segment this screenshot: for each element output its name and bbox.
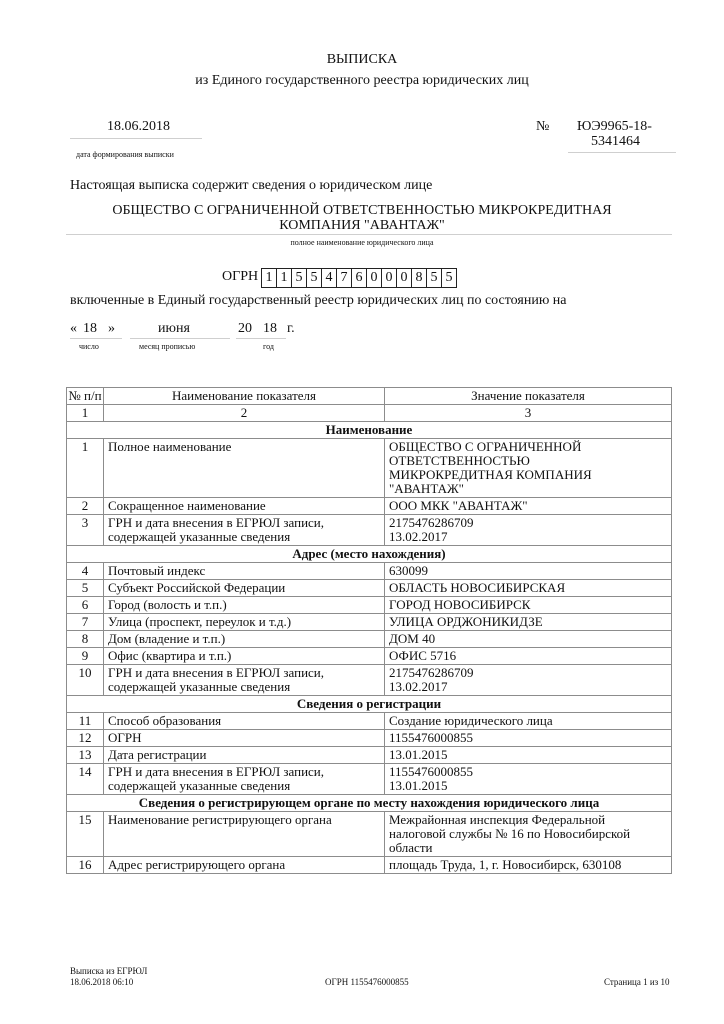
ogrn-digit: 6 — [351, 268, 367, 288]
table-index-row — [67, 405, 672, 422]
row-number: 16 — [67, 857, 104, 874]
extract-number-line2: 5341464 — [591, 134, 640, 149]
row-number: 10 — [67, 665, 104, 696]
indicator-line: Улица (проспект, переулок и т.д.) — [108, 614, 292, 629]
value-line: 2175476286709 — [389, 665, 474, 680]
table-row — [67, 857, 672, 874]
row-indicator — [104, 713, 385, 730]
company-name-caption: полное наименование юридического лица — [290, 238, 434, 247]
table-row — [67, 730, 672, 747]
value-line: ДОМ 40 — [389, 631, 436, 646]
indicator-line: ОГРН — [108, 730, 142, 745]
date-day-caption: число — [79, 342, 99, 351]
value-line: 13.02.2017 — [389, 679, 448, 694]
ogrn-digit: 0 — [396, 268, 412, 288]
row-indicator — [104, 563, 385, 580]
row-number: 7 — [67, 614, 104, 631]
row-value — [385, 747, 672, 764]
indicator-line: Сокращенное наименование — [108, 498, 266, 513]
row-indicator — [104, 439, 385, 498]
row-value — [385, 648, 672, 665]
indicator-line: содержащей указанные сведения — [108, 778, 291, 793]
section-row — [67, 422, 672, 439]
header-value: Значение показателя — [385, 388, 672, 405]
table-row — [67, 747, 672, 764]
ogrn-digit: 5 — [426, 268, 442, 288]
value-line: Создание юридического лица — [389, 713, 553, 728]
row-indicator — [104, 614, 385, 631]
section-title: Сведения о регистрирующем органе по месту нахождения юридического лица — [67, 795, 672, 812]
row-indicator — [104, 515, 385, 546]
extract-date: 18.06.2018 — [107, 119, 170, 134]
row-number: 4 — [67, 563, 104, 580]
row-value — [385, 730, 672, 747]
number-sign: № — [536, 119, 550, 134]
indicator-line: ГРН и дата внесения в ЕГРЮЛ записи, — [108, 764, 325, 779]
included-text: включенные в Единый государственный реестр юридических лиц по состоянию на — [70, 293, 567, 308]
ogrn-digit: 0 — [381, 268, 397, 288]
ogrn-boxes — [262, 268, 457, 288]
row-number: 11 — [67, 713, 104, 730]
indicator-line: Адрес регистрирующего органа — [108, 857, 286, 872]
row-value — [385, 597, 672, 614]
indicator-line: Почтовый индекс — [108, 563, 206, 578]
section-row — [67, 696, 672, 713]
table-row — [67, 764, 672, 795]
footer-ogrn: ОГРН 1155476000855 — [325, 977, 409, 987]
table-row — [67, 580, 672, 597]
row-number: 9 — [67, 648, 104, 665]
ogrn-digit: 5 — [441, 268, 457, 288]
ogrn-digit: 7 — [336, 268, 352, 288]
row-number: 8 — [67, 631, 104, 648]
table-header-row — [67, 388, 672, 405]
indicator-line: содержащей указанные сведения — [108, 529, 291, 544]
indicator-line: Город (волость и т.п.) — [108, 597, 227, 612]
row-value — [385, 764, 672, 795]
footer-left-line2: 18.06.2018 06:10 — [70, 977, 134, 987]
header-number: № п/п — [68, 388, 102, 403]
value-line: Межрайонная инспекция Федеральной — [389, 812, 606, 827]
ogrn-label: ОГРН — [222, 269, 259, 284]
company-name-line2: КОМПАНИЯ "АВАНТАЖ" — [279, 218, 445, 233]
row-indicator — [104, 597, 385, 614]
header-indicator: Наименование показателя — [104, 388, 385, 405]
row-number: 2 — [67, 498, 104, 515]
value-line: ОБЩЕСТВО С ОГРАНИЧЕННОЙ — [389, 439, 582, 454]
index-col-2: 2 — [104, 405, 385, 422]
indicator-line: содержащей указанные сведения — [108, 679, 291, 694]
ogrn-digit: 5 — [291, 268, 307, 288]
section-row — [67, 795, 672, 812]
row-value — [385, 631, 672, 648]
value-line: 1155476000855 — [389, 764, 474, 779]
extract-date-caption: дата формирования выписки — [76, 150, 174, 159]
indicator-line: Офис (квартира и т.п.) — [108, 648, 232, 663]
row-number: 3 — [67, 515, 104, 546]
indicator-line: Субъект Российской Федерации — [108, 580, 286, 595]
date-close-quote: » — [108, 321, 115, 336]
indicator-line: Дом (владение и т.п.) — [108, 631, 226, 646]
footer-left-line1: Выписка из ЕГРЮЛ — [70, 966, 148, 976]
table-row — [67, 713, 672, 730]
row-value — [385, 439, 672, 498]
value-line: налоговой службы № 16 по Новосибирской — [389, 826, 631, 841]
row-indicator — [104, 648, 385, 665]
ogrn-digit: 8 — [411, 268, 427, 288]
date-open-quote: « — [70, 321, 77, 336]
date-day: 18 — [83, 321, 97, 336]
row-number: 12 — [67, 730, 104, 747]
table-row — [67, 515, 672, 546]
row-value — [385, 563, 672, 580]
row-value — [385, 580, 672, 597]
section-title: Наименование — [67, 422, 672, 439]
table-row — [67, 563, 672, 580]
row-indicator — [104, 730, 385, 747]
row-indicator — [104, 764, 385, 795]
document-title: ВЫПИСКА — [326, 52, 398, 67]
value-line: ООО МКК "АВАНТАЖ" — [389, 498, 528, 513]
date-year-caption: год — [263, 342, 274, 351]
row-number: 1 — [67, 439, 104, 498]
indicator-line: Дата регистрации — [108, 747, 207, 762]
indicator-line: ГРН и дата внесения в ЕГРЮЛ записи, — [108, 515, 325, 530]
table-row — [67, 648, 672, 665]
ogrn-digit: 0 — [366, 268, 382, 288]
table-row — [67, 614, 672, 631]
row-value — [385, 515, 672, 546]
row-indicator — [104, 812, 385, 857]
row-value — [385, 498, 672, 515]
section-title: Сведения о регистрации — [67, 696, 672, 713]
value-line: ГОРОД НОВОСИБИРСК — [389, 597, 531, 612]
date-year-suffix: г. — [287, 321, 295, 336]
row-value — [385, 713, 672, 730]
row-indicator — [104, 498, 385, 515]
ogrn-digit: 4 — [321, 268, 337, 288]
footer-page: Страница 1 из 10 — [604, 977, 670, 987]
indicator-line: Способ образования — [108, 713, 222, 728]
row-indicator — [104, 665, 385, 696]
company-name-line1: ОБЩЕСТВО С ОГРАНИЧЕННОЙ ОТВЕТСТВЕННОСТЬЮ МИКРОКРЕДИТНАЯ — [112, 203, 612, 218]
table-row — [67, 812, 672, 857]
value-line: МИКРОКРЕДИТНАЯ КОМПАНИЯ — [389, 467, 592, 482]
value-line: ОБЛАСТЬ НОВОСИБИРСКАЯ — [389, 580, 566, 595]
row-number: 5 — [67, 580, 104, 597]
value-line: площадь Труда, 1, г. Новосибирск, 630108 — [389, 857, 622, 872]
value-line: УЛИЦА ОРДЖОНИКИДЗЕ — [389, 614, 543, 629]
row-indicator — [104, 631, 385, 648]
indicator-line: Наименование регистрирующего органа — [108, 812, 332, 827]
value-line: 2175476286709 — [389, 515, 474, 530]
row-number: 13 — [67, 747, 104, 764]
value-line: 1155476000855 — [389, 730, 474, 745]
row-number: 15 — [67, 812, 104, 857]
intro-text: Настоящая выписка содержит сведения о юридическом лице — [70, 178, 433, 193]
row-value — [385, 614, 672, 631]
date-year: 18 — [263, 321, 277, 336]
table-row — [67, 631, 672, 648]
row-indicator — [104, 580, 385, 597]
row-indicator — [104, 857, 385, 874]
indicator-line: ГРН и дата внесения в ЕГРЮЛ записи, — [108, 665, 325, 680]
extract-table — [66, 387, 672, 874]
section-title: Адрес (место нахождения) — [67, 546, 672, 563]
value-line: 13.01.2015 — [389, 747, 448, 762]
ogrn-digit: 5 — [306, 268, 322, 288]
table-row — [67, 597, 672, 614]
index-col-1: 1 — [67, 405, 104, 422]
row-number: 6 — [67, 597, 104, 614]
document-subtitle: из Единого государственного реестра юридических лиц — [195, 73, 529, 88]
value-line: области — [389, 840, 433, 855]
ogrn-digit: 1 — [276, 268, 292, 288]
value-line: ОТВЕТСТВЕННОСТЬЮ — [389, 453, 530, 468]
date-month-caption: месяц прописью — [139, 342, 196, 351]
table-row — [67, 665, 672, 696]
date-month: июня — [158, 321, 190, 336]
table-row — [67, 439, 672, 498]
indicator-line: Полное наименование — [108, 439, 232, 454]
row-number: 14 — [67, 764, 104, 795]
value-line: 13.02.2017 — [389, 529, 448, 544]
section-row — [67, 546, 672, 563]
row-value — [385, 857, 672, 874]
value-line: 13.01.2015 — [389, 778, 448, 793]
ogrn-digit: 1 — [261, 268, 277, 288]
row-value — [385, 812, 672, 857]
index-col-3: 3 — [385, 405, 672, 422]
date-century: 20 — [238, 321, 252, 336]
row-indicator — [104, 747, 385, 764]
row-value — [385, 665, 672, 696]
value-line: 630099 — [389, 563, 428, 578]
extract-number-line1: ЮЭ9965-18- — [577, 119, 652, 134]
value-line: "АВАНТАЖ" — [389, 481, 464, 496]
table-row — [67, 498, 672, 515]
value-line: ОФИС 5716 — [389, 648, 457, 663]
